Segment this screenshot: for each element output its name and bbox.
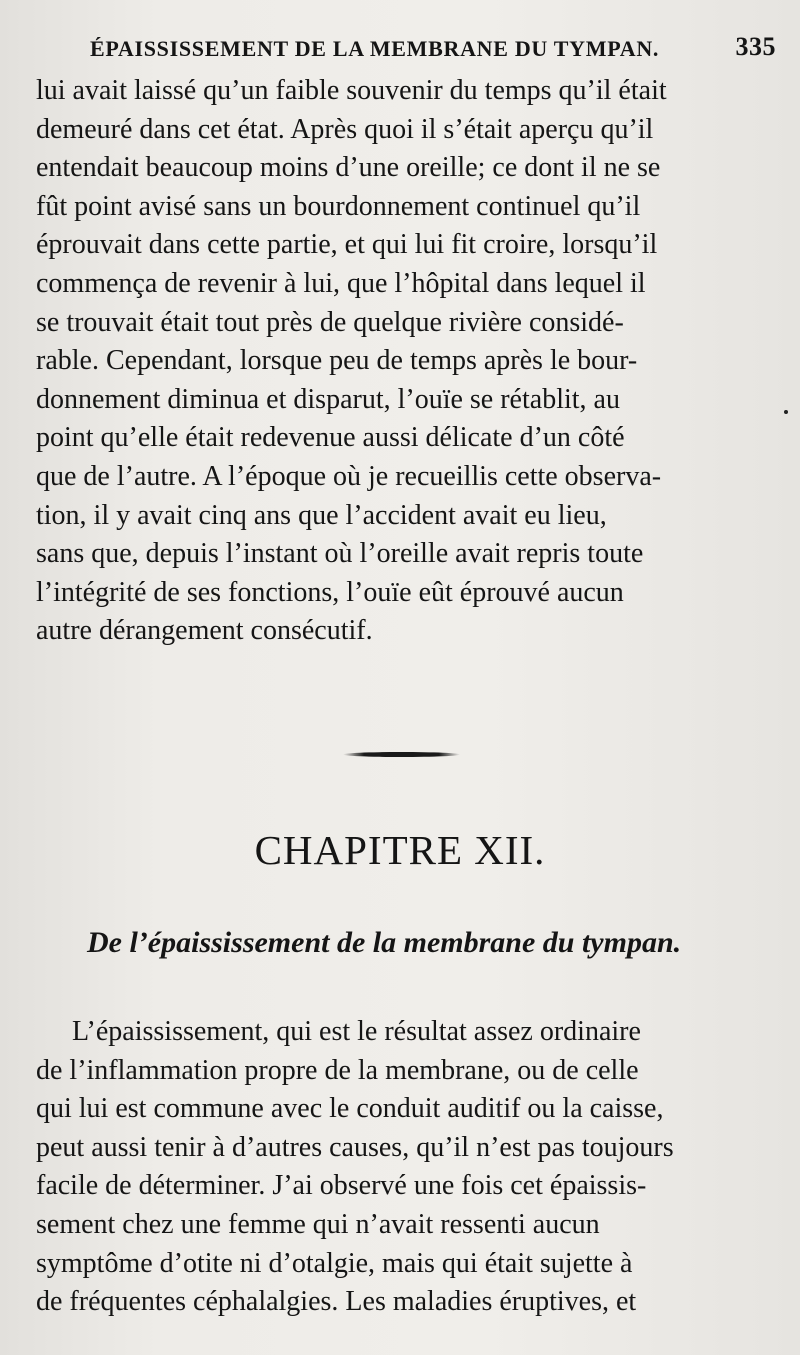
- paragraph-continuation: [36, 72, 771, 658]
- section-divider: [343, 752, 460, 757]
- text-line: de fréquentes céphalalgies. Les maladies éruptives, et: [36, 1286, 637, 1318]
- text-line: lui avait laissé qu’un faible souvenir du temps qu’il était: [36, 75, 667, 106]
- text-line: commença de revenir à lui, que l’hôpital dans lequel il: [36, 267, 646, 299]
- text-line: symptôme d’otite ni d’otalgie, mais qui était sujette à: [36, 1247, 633, 1279]
- page-header: [90, 24, 776, 62]
- text-line: point qu’elle était redevenue aussi délicate d’un côté: [36, 422, 625, 454]
- page-speck: [784, 410, 788, 414]
- text-line: fût point avisé sans un bourdonnement continuel qu’il: [36, 190, 641, 222]
- text-line: tion, il y avait cinq ans que l’accident avait eu lieu,: [36, 499, 607, 531]
- chapter-title: CHAPITRE XII.: [254, 827, 546, 873]
- text-line: entendait beaucoup moins d’une oreille; ce dont il ne se: [36, 152, 661, 184]
- text-line: L’épaississement, qui est le résultat assez ordinaire: [72, 1016, 641, 1047]
- text-line: se trouvait était tout près de quelque rivière considé-: [36, 306, 624, 338]
- text-line: rable. Cependant, lorsque peu de temps après le bour-: [36, 345, 638, 377]
- text-line: qui lui est commune avec le conduit auditif ou la caisse,: [36, 1093, 664, 1125]
- text-line: demeuré dans cet état. Après quoi il s’était aperçu qu’il: [36, 113, 654, 145]
- text-line: facile de déterminer. J’ai observé une fois cet épaissis-: [36, 1170, 647, 1202]
- text-line: l’intégrité de ses fonctions, l’ouïe eût éprouvé aucun: [36, 576, 624, 608]
- chapter-subtitle: De l’épaississement de la membrane du tympan.: [87, 926, 682, 959]
- text-line: sans que, depuis l’instant où l’oreille avait repris toute: [36, 538, 644, 570]
- text-line: donnement diminua et disparut, l’ouïe se rétablit, au: [36, 383, 620, 415]
- page-number: 335: [735, 32, 776, 61]
- running-title: ÉPAISSISSEMENT DE LA MEMBRANE DU TYMPAN.: [90, 36, 660, 61]
- chapter-paragraph: [36, 1013, 771, 1333]
- text-line: peut aussi tenir à d’autres causes, qu’il n’est pas toujours: [36, 1131, 674, 1163]
- text-line: sement chez une femme qui n’avait ressenti aucun: [36, 1208, 600, 1240]
- text-line: que de l’autre. A l’époque où je recueillis cette observa-: [36, 460, 662, 492]
- text-line: de l’inflammation propre de la membrane, ou de celle: [36, 1054, 639, 1086]
- text-line: autre dérangement consécutif.: [36, 615, 373, 647]
- text-line: éprouvait dans cette partie, et qui lui fit croire, lorsqu’il: [36, 229, 658, 261]
